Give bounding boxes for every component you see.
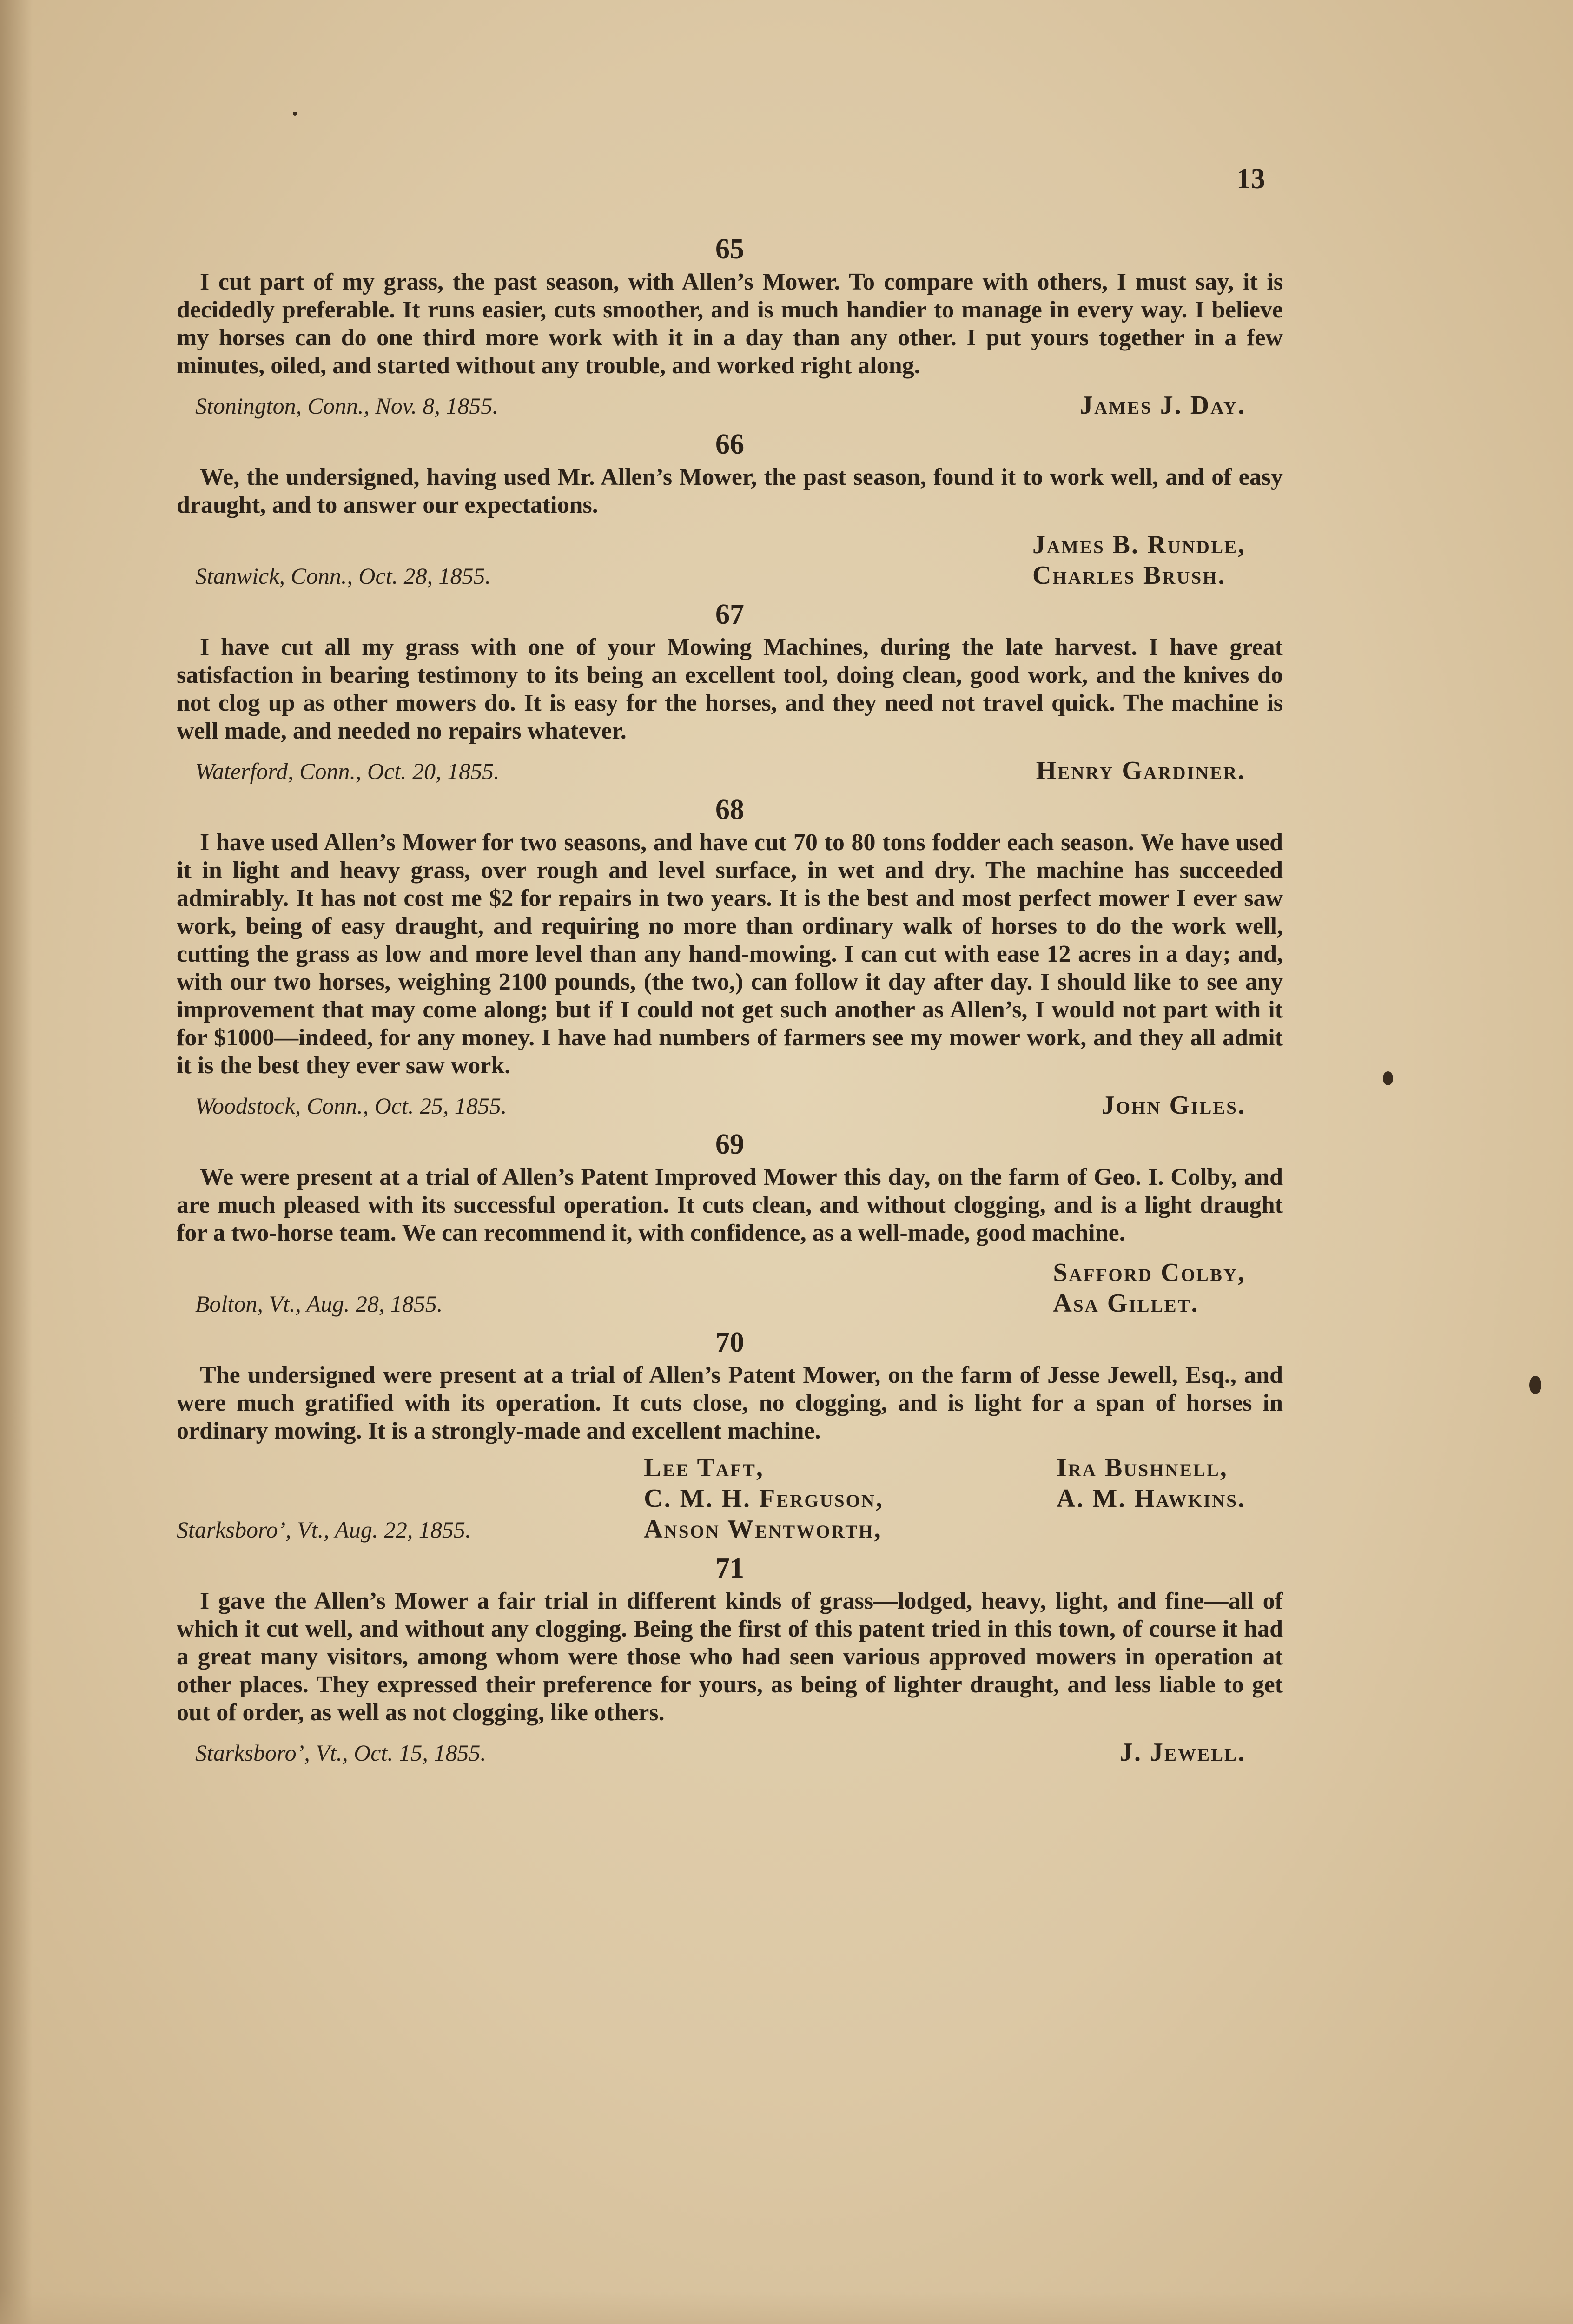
place-date: Stonington, Conn., Nov. 8, 1855. bbox=[195, 393, 498, 419]
page-number: 13 bbox=[1236, 163, 1265, 195]
testimonial-65 bbox=[177, 230, 1283, 421]
place-date: Woodstock, Conn., Oct. 25, 1855. bbox=[195, 1093, 507, 1119]
signature-line bbox=[177, 755, 1283, 786]
testimonial-71 bbox=[177, 1549, 1283, 1768]
signature-line bbox=[177, 390, 1283, 421]
testimonial-70 bbox=[177, 1323, 1283, 1545]
testimonial-text: We were present at a trial of Allen’s Patent Improved Mower this day, on the farm of Geo. I. Colby, and are much pleased with its successful operation. It cuts clean, and without clogging, and is a light draught for a two-horse team. We can recommend it, with confidence, as a well-made, good machine. bbox=[177, 1164, 1283, 1246]
paper-speck bbox=[1529, 1376, 1541, 1394]
signature: James J. Day. bbox=[1080, 391, 1246, 420]
paper-speck bbox=[293, 112, 297, 116]
testimonial-number: 65 bbox=[715, 233, 744, 265]
testimonial-66 bbox=[177, 425, 1283, 591]
signature-line bbox=[177, 1737, 1283, 1768]
signature-block bbox=[1032, 529, 1246, 591]
signature: Safford Colby, bbox=[1053, 1258, 1246, 1287]
testimonial-69 bbox=[177, 1125, 1283, 1319]
signature: John Giles. bbox=[1101, 1091, 1246, 1120]
testimonial-67 bbox=[177, 595, 1283, 786]
place-date: Stanwick, Conn., Oct. 28, 1855. bbox=[195, 563, 491, 589]
signature-line bbox=[177, 1452, 1283, 1545]
signature: Charles Brush. bbox=[1032, 561, 1226, 590]
testimonial-number: 66 bbox=[715, 429, 744, 460]
signature: Henry Gardiner. bbox=[1036, 756, 1246, 785]
testimonial-number: 68 bbox=[715, 794, 744, 825]
signature: Anson Wentworth, bbox=[644, 1515, 882, 1544]
signature: C. M. H. Ferguson, bbox=[644, 1484, 884, 1513]
testimonial-text: We, the undersigned, having used Mr. Allen’s Mower, the past season, found it to work well, and of easy draught, and to answer our expectations. bbox=[177, 464, 1283, 518]
signature: J. Jewell. bbox=[1119, 1738, 1246, 1767]
signature-line bbox=[177, 1090, 1283, 1121]
signature-block bbox=[1053, 1257, 1246, 1319]
testimonial-text: I gave the Allen’s Mower a fair trial in different kinds of grass—lodged, heavy, light, and fine—all of which it cut well, and without any clogging. Being the first of this patent tried in this town, of course it had a great many visitors, among whom were those who had seen various approved mowers in operation at other places. They expressed their preference for yours, as being of lighter draught, and less liable to get out of order, as well as not clogging, like others. bbox=[177, 1588, 1283, 1726]
place-date: Bolton, Vt., Aug. 28, 1855. bbox=[195, 1291, 443, 1317]
testimonial-text: I have cut all my grass with one of your Mowing Machines, during the late harvest. I have great satisfaction in bearing testimony to its being an excellent tool, doing clean, good work, and the knives do not clog up as other mowers do. It is easy for the horses, and they need not travel quick. The machine is well made, and needed no repairs whatever. bbox=[177, 634, 1283, 744]
signature: A. M. Hawkins. bbox=[1056, 1484, 1246, 1513]
testimonial-number: 70 bbox=[715, 1327, 744, 1358]
testimonial-number: 69 bbox=[715, 1129, 744, 1160]
testimonial-text: I cut part of my grass, the past season, with Allen’s Mower. To compare with others, I must say, it is decidedly preferable. It runs easier, cuts smoother, and is much handier to manage in every way. I believe my horses can do one third more work with it in a day than any other. I put yours together in a few minutes, oiled, and started without any trouble, and worked right along. bbox=[177, 269, 1283, 379]
signature-line bbox=[177, 529, 1283, 591]
signature: James B. Rundle, bbox=[1032, 530, 1246, 559]
signature-line bbox=[177, 1257, 1283, 1319]
signature-block-left bbox=[644, 1452, 884, 1545]
testimonial-68 bbox=[177, 791, 1283, 1121]
signature: Lee Taft, bbox=[644, 1453, 764, 1482]
testimonial-text: I have used Allen’s Mower for two seasons, and have cut 70 to 80 tons fodder each season. We have used it in light and heavy grass, over rough and level surface, in wet and dry. The machine has succeeded admirably. It has not cost me $2 for repairs in two years. It is the best and most perfect mower I ever saw work, being of easy draught, and requiring no more than ordinary walk of horses to do the work well, cutting the grass as low and more level than any hand-mowing. I can cut with ease 12 acres in a day; and, with our two horses, weighing 2100 pounds, (the two,) can follow it day after day. I should like to see any improvement that may come along; but if I could not get such another as Allen’s, I would not part with it for $1000—indeed, for any money. I have had numbers of farmers see my mower work, and they all admit it is the best they ever saw work. bbox=[177, 829, 1283, 1079]
testimonial-number: 67 bbox=[715, 599, 744, 630]
signature: Ira Bushnell, bbox=[1056, 1453, 1228, 1482]
paper-speck bbox=[1383, 1071, 1393, 1085]
place-date: Waterford, Conn., Oct. 20, 1855. bbox=[195, 758, 500, 784]
signature: Asa Gillet. bbox=[1053, 1289, 1199, 1318]
place-date: Starksboro’, Vt., Oct. 15, 1855. bbox=[195, 1740, 486, 1766]
testimonials-column bbox=[177, 230, 1283, 1772]
testimonial-text: The undersigned were present at a trial of Allen’s Patent Mower, on the farm of Jesse Jewell, Esq., and were much gratified with its operation. It cuts close, no clogging, and is light for a span of horses in ordinary mowing. It is a strongly-made and excellent machine. bbox=[177, 1362, 1283, 1444]
testimonial-number: 71 bbox=[715, 1552, 744, 1584]
signature-block-right bbox=[1057, 1452, 1246, 1514]
place-date: Starksboro’, Vt., Aug. 22, 1855. bbox=[177, 1517, 471, 1543]
